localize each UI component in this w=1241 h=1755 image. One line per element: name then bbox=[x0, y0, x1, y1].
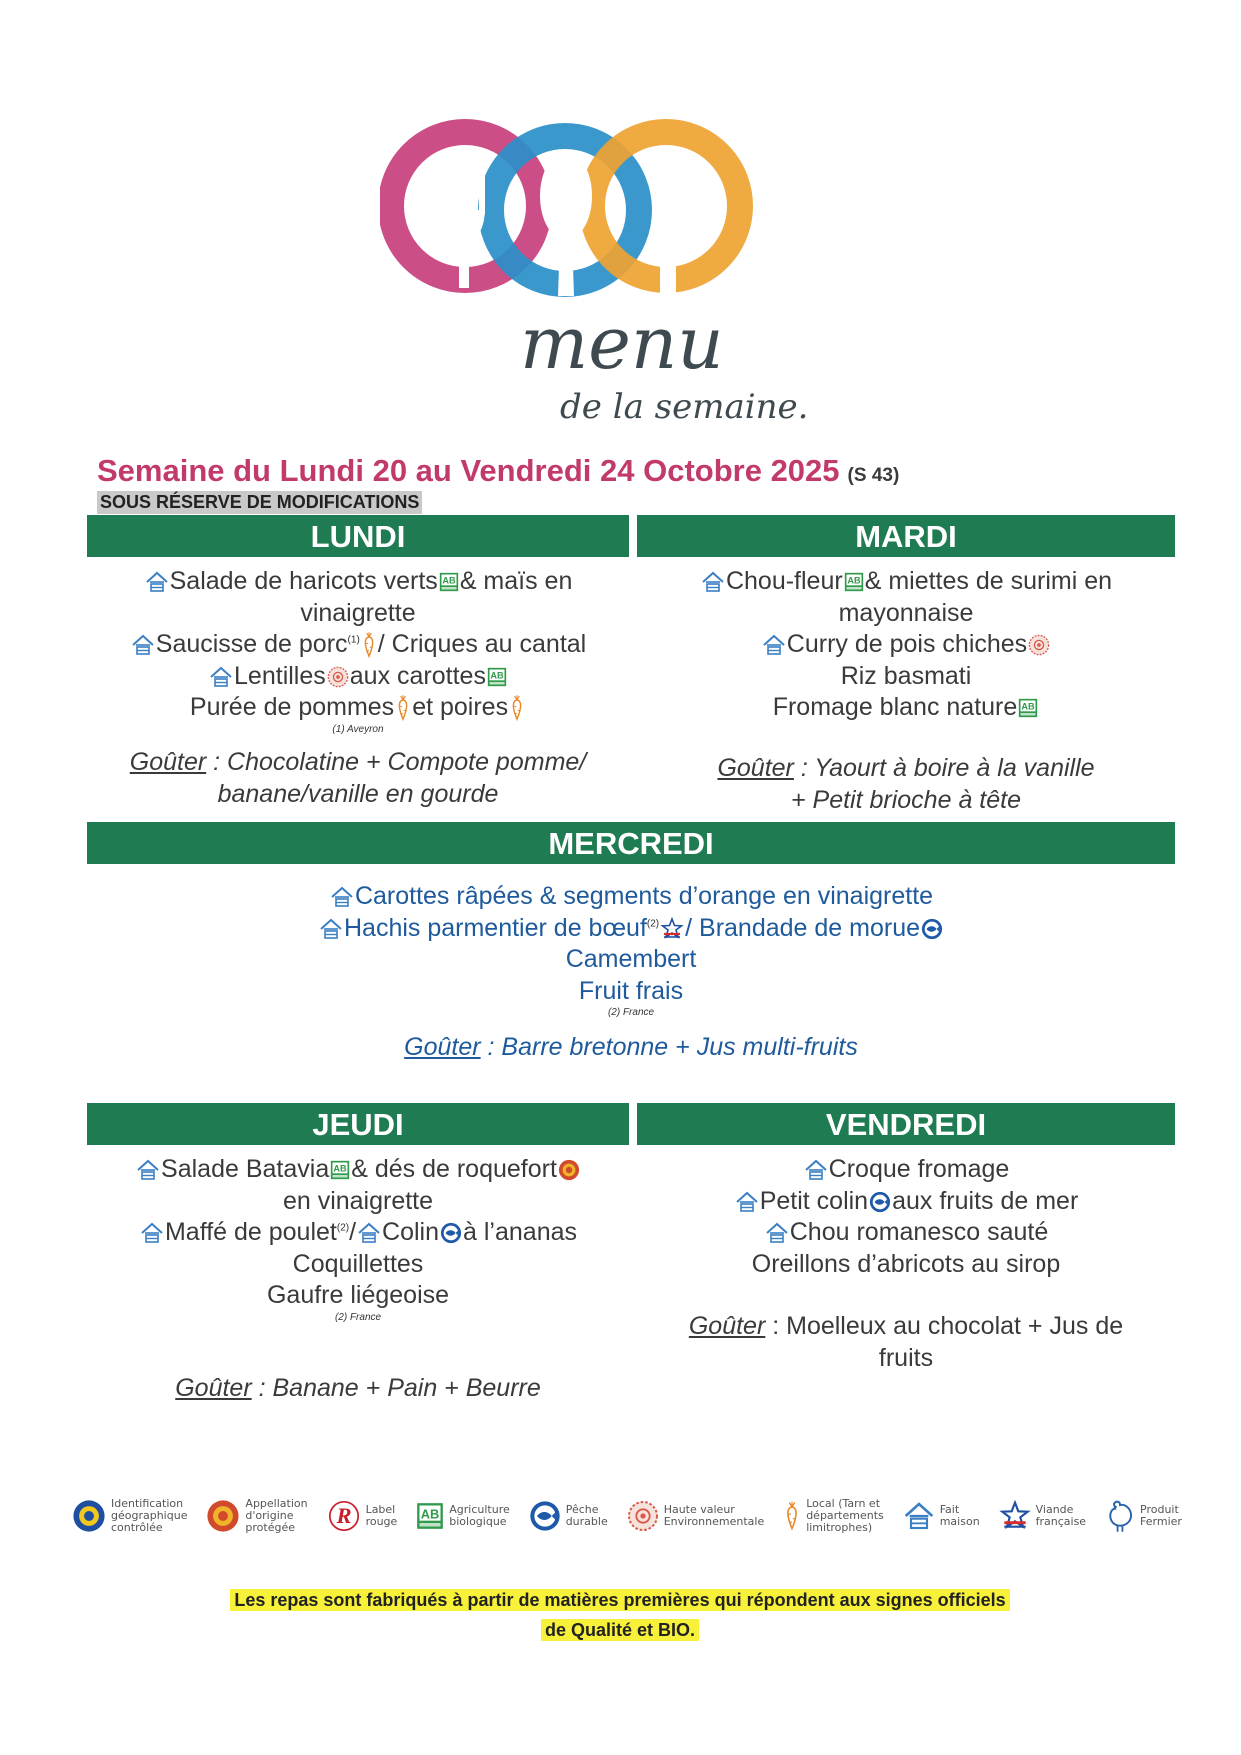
peche-durable-icon bbox=[529, 1500, 561, 1532]
gouter-text: : Barre bretonne + Jus multi-fruits bbox=[480, 1033, 858, 1061]
peche-durable-icon bbox=[921, 918, 943, 940]
menu-line bbox=[87, 629, 629, 661]
fait-maison-icon bbox=[762, 633, 786, 657]
menu-line bbox=[87, 976, 1175, 1008]
legend-text: Pêche bbox=[565, 1503, 599, 1516]
legend-text: Label bbox=[365, 1503, 396, 1516]
menu-line bbox=[637, 1249, 1175, 1281]
label-rouge-icon bbox=[327, 1499, 361, 1533]
legend-text: Environnementale bbox=[663, 1515, 765, 1528]
mercredi-menu bbox=[87, 881, 1175, 1019]
jeudi-menu bbox=[87, 1154, 629, 1324]
dish-text: Gaufre liégeoise bbox=[266, 1281, 450, 1309]
mardi-menu bbox=[637, 566, 1175, 724]
dish-text: Saucisse de porc bbox=[155, 630, 348, 658]
menu-line bbox=[87, 598, 629, 630]
gouter-text: : Banane + Pain + Beurre bbox=[251, 1374, 541, 1402]
dish-text: / Criques au cantal bbox=[377, 630, 587, 658]
legend-text: départements bbox=[806, 1509, 884, 1522]
dish-text: mayonnaise bbox=[838, 598, 974, 627]
dish-text: vinaigrette bbox=[300, 598, 416, 627]
legend-text: Haute valeur bbox=[663, 1503, 735, 1516]
rooster-icon bbox=[1105, 1499, 1135, 1533]
dish-text: Salade Batavia bbox=[161, 1155, 330, 1183]
gouter-label: Goûter bbox=[717, 754, 794, 782]
ab-icon bbox=[330, 1160, 350, 1180]
gouter-text: fruits bbox=[878, 1343, 934, 1372]
dish-text: Purée de pommes bbox=[189, 693, 395, 721]
menu-line bbox=[87, 1186, 629, 1218]
menu-line bbox=[87, 661, 629, 693]
week-title-text: Semaine du Lundi 20 au Vendredi 24 Octobre 2025 bbox=[97, 453, 840, 488]
legend-item-igp bbox=[72, 1498, 187, 1534]
footnote: (2) France bbox=[334, 1311, 382, 1323]
dish-text: Oreillons d’abricots au sirop bbox=[751, 1249, 1061, 1278]
carrot-icon bbox=[509, 695, 525, 721]
dish-text: Chou romanesco sauté bbox=[789, 1218, 1049, 1246]
menu-line bbox=[87, 913, 1175, 945]
legend-text: biologique bbox=[449, 1515, 507, 1528]
dish-text: & miettes de surimi en bbox=[864, 567, 1113, 595]
mercredi-gouter bbox=[87, 1032, 1175, 1064]
dish-text: et poires bbox=[412, 693, 509, 721]
legend-text: française bbox=[1035, 1515, 1087, 1528]
lundi-gouter bbox=[87, 747, 629, 810]
dish-text: Fromage blanc nature bbox=[772, 693, 1018, 721]
quality-notice bbox=[160, 1585, 1080, 1645]
fait-maison-icon bbox=[357, 1221, 381, 1245]
footnote-marker: (2) bbox=[336, 1222, 350, 1234]
hve-icon bbox=[627, 1500, 659, 1532]
gouter-label: Goûter bbox=[175, 1374, 252, 1402]
carrot-icon bbox=[783, 1499, 801, 1533]
menu-line bbox=[637, 598, 1175, 630]
dish-text: Maffé de poulet bbox=[164, 1218, 337, 1246]
legend-item-aop bbox=[206, 1498, 307, 1534]
ab-icon bbox=[416, 1500, 444, 1532]
label-legend bbox=[72, 1488, 1182, 1544]
footnote: (1) Aveyron bbox=[332, 723, 384, 735]
dish-text: Coquillettes bbox=[292, 1249, 424, 1278]
menu-line bbox=[87, 881, 1175, 913]
menu-line bbox=[87, 1154, 629, 1186]
legend-item-peche-durable bbox=[529, 1500, 608, 1532]
legend-text: géographique bbox=[111, 1509, 188, 1522]
aop-icon bbox=[558, 1159, 580, 1181]
menu-line bbox=[637, 661, 1175, 693]
logo-menu-text: menu bbox=[520, 301, 724, 385]
legend-text: rouge bbox=[365, 1515, 398, 1528]
week-number: (S 43) bbox=[847, 465, 900, 486]
legend-item-fait-maison bbox=[903, 1500, 980, 1532]
dish-text: Lentilles bbox=[234, 661, 326, 690]
fait-maison-icon bbox=[319, 917, 343, 941]
aop-icon bbox=[206, 1499, 240, 1533]
legend-text: protégée bbox=[245, 1521, 296, 1534]
carrot-icon bbox=[361, 632, 377, 658]
viande-francaise-icon bbox=[660, 917, 684, 941]
menu-logo bbox=[380, 118, 860, 438]
quality-notice-line2: de Qualité et BIO. bbox=[541, 1619, 699, 1641]
menu-line bbox=[637, 692, 1175, 724]
fait-maison-icon bbox=[145, 570, 169, 594]
legend-text: d'origine bbox=[245, 1509, 294, 1522]
header-jeudi: JEUDI bbox=[87, 1103, 629, 1145]
dish-text: aux carottes bbox=[349, 661, 486, 690]
footnote-marker: (2) bbox=[646, 918, 660, 930]
dish-text: Riz basmati bbox=[840, 661, 972, 690]
menu-line bbox=[87, 566, 629, 598]
menu-line bbox=[637, 1186, 1175, 1218]
fait-maison-icon bbox=[735, 1190, 759, 1214]
fait-maison-icon bbox=[209, 665, 233, 689]
dish-text: Croque fromage bbox=[828, 1155, 1010, 1183]
header-vendredi: VENDREDI bbox=[637, 1103, 1175, 1145]
menu-line bbox=[637, 629, 1175, 661]
peche-durable-icon bbox=[869, 1191, 891, 1213]
legend-text: limitrophes) bbox=[806, 1521, 873, 1534]
ab-icon bbox=[844, 572, 864, 592]
gouter-text: + Petit brioche à tête bbox=[790, 785, 1021, 814]
dish-text: Chou-fleur bbox=[725, 567, 843, 595]
mardi-gouter bbox=[637, 753, 1175, 816]
dish-text: Camembert bbox=[565, 945, 697, 973]
gouter-label: Goûter bbox=[129, 748, 207, 776]
dish-text: Curry de pois chiches bbox=[786, 630, 1028, 658]
dish-text: Fruit frais bbox=[578, 976, 684, 1005]
gouter-text: banane/vanille en gourde bbox=[217, 779, 499, 808]
dish-text: aux fruits de mer bbox=[892, 1186, 1079, 1215]
vendredi-gouter bbox=[637, 1311, 1175, 1374]
fait-maison-icon bbox=[903, 1500, 935, 1532]
legend-text: Produit bbox=[1140, 1503, 1179, 1516]
menu-line bbox=[637, 1217, 1175, 1249]
viande-francaise-icon bbox=[999, 1500, 1031, 1532]
dish-text: Salade de haricots verts bbox=[169, 567, 438, 595]
gouter-text: : Yaourt à boire à la vanille bbox=[793, 754, 1095, 782]
logo-subtitle-text: de la semaine. bbox=[560, 387, 809, 427]
header-lundi: LUNDI bbox=[87, 515, 629, 557]
dish-text: Petit colin bbox=[759, 1186, 869, 1215]
fait-maison-icon bbox=[804, 1158, 828, 1182]
gouter-label: Goûter bbox=[404, 1033, 481, 1061]
vendredi-menu bbox=[637, 1154, 1175, 1280]
lundi-menu bbox=[87, 566, 629, 736]
gouter-text: : Chocolatine + Compote pomme/ bbox=[206, 748, 587, 776]
footnote-marker: (1) bbox=[347, 634, 360, 646]
fait-maison-icon bbox=[136, 1158, 160, 1182]
legend-item-produit-fermier bbox=[1105, 1499, 1182, 1533]
menu-line bbox=[87, 1280, 629, 1312]
dish-text: Hachis parmentier de bœuf bbox=[343, 913, 647, 942]
footnote: (2) France bbox=[607, 1007, 655, 1018]
igp-icon bbox=[72, 1499, 106, 1533]
quality-notice-line1: Les repas sont fabriqués à partir de matières premières qui répondent aux signes officiels bbox=[230, 1589, 1009, 1611]
ab-icon bbox=[1018, 698, 1038, 718]
hve-icon bbox=[327, 666, 349, 688]
gouter-text: : Moelleux au chocolat + Jus de bbox=[765, 1312, 1124, 1340]
week-title bbox=[97, 453, 899, 489]
fait-maison-icon bbox=[140, 1221, 164, 1245]
dish-text: en vinaigrette bbox=[282, 1186, 434, 1215]
menu-line bbox=[87, 1249, 629, 1281]
menu-line bbox=[87, 944, 1175, 976]
menu-line bbox=[637, 1154, 1175, 1186]
hve-icon bbox=[1028, 634, 1050, 656]
fait-maison-icon bbox=[131, 633, 155, 657]
peche-durable-icon bbox=[440, 1222, 462, 1244]
carrot-icon bbox=[395, 695, 411, 721]
legend-item-viande-francaise bbox=[999, 1500, 1086, 1532]
legend-text: Local (Tarn et bbox=[806, 1497, 881, 1510]
legend-text: Appellation bbox=[245, 1497, 308, 1510]
legend-text: Fait bbox=[939, 1503, 960, 1516]
fait-maison-icon bbox=[765, 1221, 789, 1245]
legend-text: Identification bbox=[111, 1497, 184, 1510]
legend-text: durable bbox=[565, 1515, 608, 1528]
legend-text: maison bbox=[939, 1515, 980, 1528]
dish-text: Carottes râpées & segments d’orange en vinaigrette bbox=[354, 882, 934, 910]
gouter-label: Goûter bbox=[688, 1312, 766, 1340]
dish-text: / bbox=[349, 1218, 357, 1246]
reserve-notice: SOUS RÉSERVE DE MODIFICATIONS bbox=[97, 491, 422, 514]
dish-text: à l’ananas bbox=[463, 1218, 578, 1246]
fait-maison-icon bbox=[701, 570, 725, 594]
dish-text: & maïs en bbox=[459, 567, 573, 595]
legend-text: contrôlée bbox=[111, 1521, 163, 1534]
ab-icon bbox=[439, 572, 459, 592]
fait-maison-icon bbox=[330, 885, 354, 909]
legend-text: Agriculture bbox=[449, 1503, 510, 1516]
dish-text: & dés de roquefort bbox=[351, 1155, 557, 1183]
legend-item-ab bbox=[416, 1500, 510, 1532]
menu-line bbox=[87, 692, 629, 724]
legend-item-label-rouge bbox=[327, 1499, 398, 1533]
legend-item-hve bbox=[627, 1500, 765, 1532]
legend-text: Fermier bbox=[1140, 1515, 1182, 1528]
menu-line bbox=[87, 1217, 629, 1249]
menu-line bbox=[637, 566, 1175, 598]
ab-icon bbox=[487, 667, 507, 687]
dish-text: / Brandade de morue bbox=[685, 913, 921, 942]
legend-item-local bbox=[783, 1498, 884, 1534]
jeudi-gouter bbox=[87, 1373, 629, 1405]
legend-text: Viande bbox=[1035, 1503, 1074, 1516]
header-mardi: MARDI bbox=[637, 515, 1175, 557]
header-mercredi: MERCREDI bbox=[87, 822, 1175, 864]
dish-text: Colin bbox=[382, 1218, 440, 1246]
